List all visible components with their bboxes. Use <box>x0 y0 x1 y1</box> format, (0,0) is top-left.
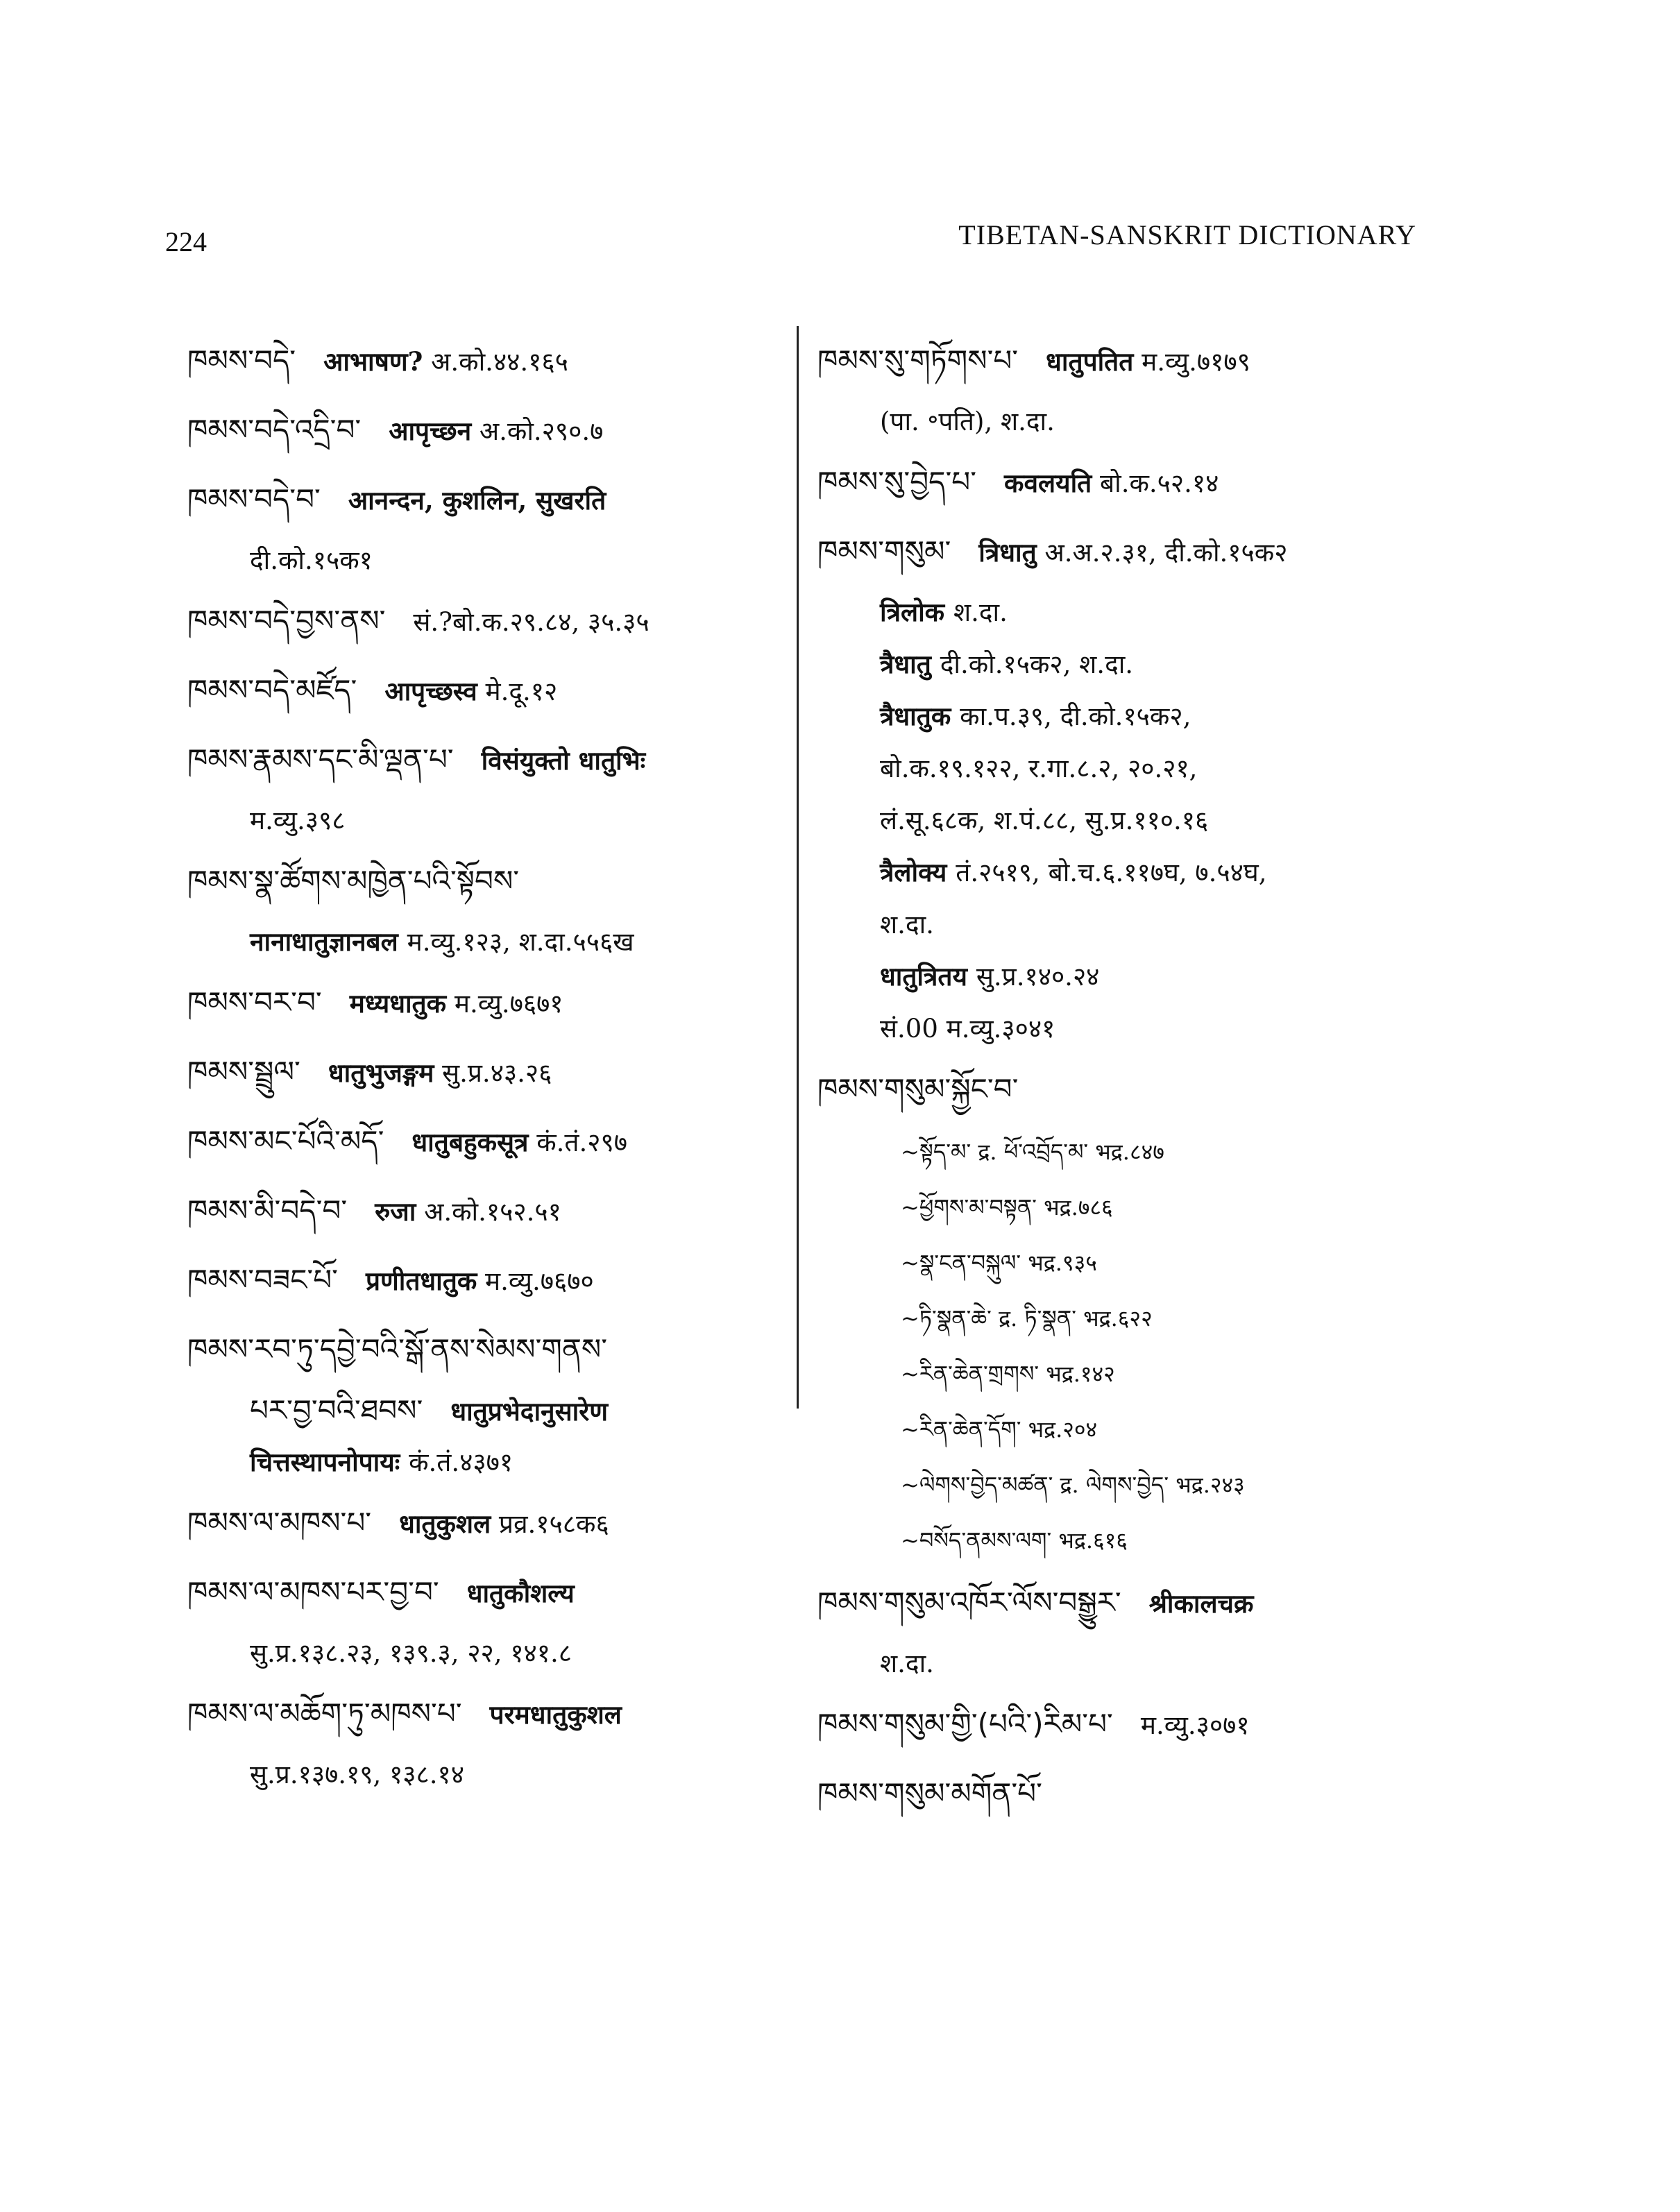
source-reference: सं.?बो.क.२९.८४, ३५.३५ <box>413 607 650 637</box>
source-reference: म.व्यु.१२३, श.दा.५५६ख <box>407 927 634 957</box>
tibetan-subentry: ~སྟོད་མ་ <box>901 1139 978 1165</box>
continuation-line <box>817 794 1442 846</box>
tibetan-subentry: ~ལེགས་བྱེད་མཚན་ <box>901 1472 1060 1498</box>
tibetan-headword: ཁམས་མི་བདེ་བ་ <box>187 1193 348 1227</box>
tibetan-headword: ཁམས་ལ་མཆོག་ཏུ་མཁས་པ་ <box>187 1696 462 1730</box>
right-column <box>817 326 1442 1828</box>
sub-entry <box>817 1235 1442 1291</box>
sub-entry <box>817 1346 1442 1402</box>
source-reference: दी.को.१५क२, श.दा. <box>940 649 1134 679</box>
dictionary-entry <box>817 517 1442 586</box>
tibetan-headword: ཁམས་བདེ་མཛོད་ <box>187 673 357 707</box>
sanskrit-equivalent: नानाधातुज्ञानबल <box>250 926 407 957</box>
dictionary-entry <box>187 656 777 725</box>
dictionary-entry <box>817 1690 1442 1759</box>
sanskrit-equivalent: कवलयति <box>1004 468 1092 498</box>
tibetan-headword: ཁམས་སྦྲུལ་ <box>187 1055 300 1089</box>
source-reference: सु.प्र.४३.२६ <box>434 1058 552 1088</box>
continuation-line <box>187 794 777 846</box>
sanskrit-equivalent: श्रीकालचक्र <box>1148 1588 1254 1619</box>
source-reference: म.व्यु.७६७१ <box>446 989 563 1019</box>
continuation-line <box>817 395 1442 448</box>
page-number: 224 <box>165 226 207 257</box>
dictionary-entry <box>817 1568 1442 1637</box>
sanskrit-equivalent: धातुपतित <box>1046 346 1134 377</box>
sub-entry <box>817 1402 1442 1457</box>
left-column <box>187 326 777 1801</box>
tibetan-headword: ཁམས་གསུམ་ <box>817 534 951 568</box>
sanskrit-equivalent: धातुकौशल्य <box>466 1578 575 1608</box>
tibetan-subentry: ~བསོད་ནམས་ལག་ <box>901 1527 1059 1554</box>
tibetan-headword: ཁམས་གསུམ་གྱི་(པའི་)རིམ་པ་ <box>817 1707 1113 1741</box>
sanskrit-equivalent: परमधातुकुशल <box>489 1699 622 1730</box>
dictionary-entry <box>187 1558 777 1627</box>
sanskrit-equivalent: धातुभुजङ्गम <box>328 1057 434 1088</box>
dictionary-entry <box>187 465 777 534</box>
continuation-line <box>817 586 1442 638</box>
sub-entry <box>817 1513 1442 1568</box>
source-reference: बो.क.१९.१२२, र.गा.८.२, २०.२१, <box>880 754 1198 783</box>
source-reference: तं.२५१९, बो.च.६.११७घ, ७.५४घ, <box>956 858 1267 887</box>
sub-entry <box>817 1291 1442 1346</box>
source-reference: प्रव्र.१५८क६ <box>491 1509 609 1539</box>
tibetan-headword: ཁམས་རབ་ཏུ་དབྱེ་བའི་སྒོ་ནས་སེམས་གནས་ <box>187 1332 608 1366</box>
tibetan-headword: ཁམས་ལ་མཁས་པ་ <box>187 1506 372 1540</box>
dictionary-entry <box>817 448 1442 517</box>
dictionary-entry <box>187 1245 777 1315</box>
tibetan-headword: ཁམས་སྣ་ཚོགས་མཁྱེན་པའི་སྟོབས་ <box>187 864 520 898</box>
dictionary-entry <box>187 395 777 465</box>
dictionary-entry <box>187 1176 777 1245</box>
tibetan-headword: ཁམས་བདེ་བ་ <box>187 482 321 516</box>
source-reference: का.प.३९, दी.को.१५क२, <box>960 701 1191 731</box>
source-reference: द्र. ཕོ་འབྲོད་མ་ भद्र.८४७ <box>978 1139 1164 1165</box>
sanskrit-equivalent: रुजा <box>375 1196 416 1227</box>
tibetan-subentry: ~རིན་ཆེན་དོག་ <box>901 1416 1028 1443</box>
dictionary-entry <box>187 1037 777 1107</box>
sanskrit-equivalent: त्रिलोक <box>880 597 953 627</box>
source-reference: भद्र.६१६ <box>1058 1527 1128 1554</box>
dictionary-entry <box>187 1488 777 1558</box>
tibetan-headword: ཁམས་གསུམ་མགོན་པོ་ <box>817 1776 1042 1810</box>
sanskrit-equivalent: आपृच्छन <box>389 416 472 446</box>
dictionary-entry <box>187 846 777 916</box>
sanskrit-equivalent: धातुबहुकसूत्र <box>411 1127 529 1157</box>
continuation-line <box>817 951 1442 1003</box>
source-reference: सु.प्र.१३७.१९, १३८.१४ <box>250 1760 465 1789</box>
source-reference: श.दा. <box>880 1649 934 1678</box>
source-reference: बो.क.५२.१४ <box>1092 468 1219 498</box>
column-divider <box>797 326 799 1409</box>
sub-entry <box>817 1124 1442 1180</box>
sanskrit-equivalent: मध्यधातुक <box>349 988 447 1019</box>
continuation-line <box>187 916 777 968</box>
sanskrit-equivalent: त्रैधातुक <box>880 701 960 731</box>
sub-entry <box>817 1180 1442 1235</box>
dictionary-entry <box>187 1315 777 1384</box>
tibetan-subentry: ~ཏི་སྣན་ཆེ་ <box>901 1305 999 1332</box>
sanskrit-equivalent: आपृच्छस्व <box>384 676 477 706</box>
source-reference: सु.प्र.१४०.२४ <box>976 962 1100 992</box>
source-reference: सु.प्र.१३८.२३, १३९.३, २२, १४१.८ <box>250 1638 572 1668</box>
source-reference: द्र. ཏི་སྣན་ भद्र.६२२ <box>999 1305 1153 1332</box>
sanskrit-equivalent: धातुत्रितय <box>880 961 976 992</box>
source-reference: अ.को.४४.१६५ <box>423 347 568 377</box>
sanskrit-equivalent: त्रिधातु <box>978 537 1037 568</box>
tibetan-headword: ཁམས་མང་པོའི་མདོ་ <box>187 1124 384 1158</box>
sanskrit-equivalent: आनन्दन, कुशलिन, सुखरति <box>348 485 606 516</box>
continuation-line <box>187 534 777 586</box>
source-reference: कं.तं.४३७१ <box>409 1447 514 1477</box>
sanskrit-equivalent: धातुप्रभेदानुसारेण <box>450 1396 609 1427</box>
continuation-line <box>187 1627 777 1679</box>
tibetan-headword: ཁམས་བདེ་ <box>187 343 296 377</box>
continuation-line <box>817 1003 1442 1055</box>
sanskrit-equivalent: धातुकुशल <box>399 1508 491 1539</box>
dictionary-entry <box>187 586 777 656</box>
source-reference: म.व्यु.७१७९ <box>1133 347 1250 377</box>
running-head: TIBETAN-SANSKRIT DICTIONARY <box>958 219 1416 250</box>
source-reference: श.दा. <box>953 597 1008 627</box>
sanskrit-equivalent: चित्तस्थापनोपायः <box>250 1447 409 1477</box>
sub-entry <box>817 1457 1442 1513</box>
source-reference: (पा. ॰पति), श.दा. <box>880 407 1055 436</box>
dictionary-entry <box>187 326 777 395</box>
source-reference: श.दा. <box>880 910 934 939</box>
source-reference: म.व्यु.३९८ <box>250 806 346 835</box>
continuation-line <box>187 1436 777 1488</box>
dictionary-entry <box>817 1055 1442 1124</box>
tibetan-headword: ཁམས་བདེ་འདྲི་བ་ <box>187 413 362 447</box>
tibetan-headword: ཁམས་བར་བ་ <box>187 985 322 1019</box>
source-reference: भद्र.७८६ <box>1044 1194 1113 1220</box>
tibetan-subentry: ~ཕྱོགས་མ་བསྟན་ <box>901 1194 1044 1220</box>
tibetan-headword: ཁམས་གསུམ་སྐྱོང་བ་ <box>817 1072 1019 1106</box>
sanskrit-equivalent: आभाषण? <box>323 346 423 377</box>
continuation-line <box>187 1749 777 1801</box>
source-reference: भद्र.१४२ <box>1046 1361 1115 1387</box>
tibetan-headword: པར་བྱ་བའི་ཐབས་ <box>250 1393 423 1427</box>
continuation-line <box>817 1637 1442 1690</box>
tibetan-subentry: ~སྣ་ངན་བསྐུལ་ <box>901 1250 1028 1276</box>
dictionary-entry <box>187 968 777 1037</box>
dictionary-entry <box>187 1679 777 1749</box>
sanskrit-equivalent: विसंयुक्तो धातुभिः <box>481 745 646 776</box>
source-reference: सं.00 म.व्यु.३०४१ <box>880 1014 1055 1044</box>
sanskrit-equivalent: प्रणीतधातुक <box>365 1266 477 1296</box>
dictionary-entry <box>817 326 1442 395</box>
sanskrit-equivalent: त्रैलोक्य <box>880 857 956 887</box>
source-reference: भद्र.२०४ <box>1028 1416 1098 1443</box>
source-reference: भद्र.९३५ <box>1028 1250 1097 1276</box>
tibetan-headword: ཁམས་ལ་མཁས་པར་བྱ་བ་ <box>187 1575 439 1609</box>
source-reference: दी.को.१५क१ <box>250 545 373 575</box>
tibetan-headword: ཁམས་བཟང་པོ་ <box>187 1263 338 1297</box>
continuation-line <box>187 1384 777 1436</box>
tibetan-headword: ཁམས་སུ་བྱེད་པ་ <box>817 465 977 499</box>
tibetan-headword: ཁམས་གསུམ་འཁོར་ལོས་བསྒྱུར་ <box>817 1585 1121 1619</box>
source-reference: अ.अ.२.३१, दी.को.१५क२ <box>1036 538 1288 568</box>
continuation-line <box>817 846 1442 899</box>
tibetan-headword: ཁམས་སུ་གཏོགས་པ་ <box>817 343 1019 377</box>
continuation-line <box>817 742 1442 794</box>
tibetan-headword: ཁམས་རྣམས་དང་མི་ལྡན་པ་ <box>187 742 454 776</box>
tibetan-subentry: ~རིན་ཆེན་གྲགས་ <box>901 1361 1046 1387</box>
source-reference: अ.को.२९०.७ <box>471 416 604 446</box>
tibetan-headword: ཁམས་བདེ་བྱས་ནས་ <box>187 604 386 638</box>
source-reference: म.व्यु.७६७० <box>477 1266 594 1296</box>
continuation-line <box>817 899 1442 951</box>
sanskrit-equivalent: त्रैधातु <box>880 649 940 679</box>
source-reference: अ.को.१५२.५१ <box>416 1197 561 1227</box>
source-reference: मे.दू.१२ <box>477 677 558 706</box>
dictionary-entry <box>817 1759 1442 1828</box>
source-reference: लं.सू.६८क, श.पं.८८, सु.प्र.११०.१६ <box>880 806 1209 835</box>
continuation-line <box>817 690 1442 742</box>
source-reference: द्र. ལེགས་བྱེད་ भद्र.२४३ <box>1060 1472 1245 1498</box>
source-reference: म.व्यु.३०७१ <box>1140 1710 1250 1740</box>
continuation-line <box>817 638 1442 690</box>
dictionary-entry <box>187 725 777 794</box>
dictionary-entry <box>187 1107 777 1176</box>
source-reference: कं.तं.२९७ <box>528 1128 627 1157</box>
